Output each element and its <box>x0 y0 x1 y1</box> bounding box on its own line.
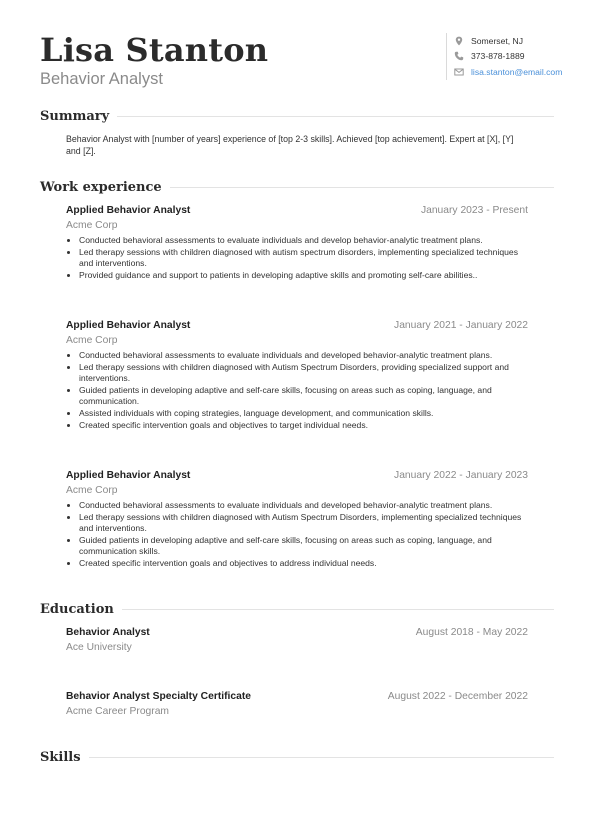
section-divider <box>122 609 554 610</box>
job-bullet: • Guided patients in developing adaptive and self-care skills, focusing on areas such as coping, language, and communication skills. <box>79 535 528 558</box>
job-dates: January 2023 - Present <box>420 205 528 216</box>
candidate-title: Behavior Analyst <box>40 70 163 88</box>
section-divider <box>117 116 554 117</box>
job-bullets <box>66 350 528 431</box>
summary-section-heading <box>40 109 554 124</box>
section-title-skills: Skills <box>40 750 81 765</box>
job-title: Applied Behavior Analyst <box>66 320 191 331</box>
education-dates: August 2018 - May 2022 <box>415 627 528 638</box>
work-entry <box>66 205 528 281</box>
location-text: Somerset, NJ <box>471 35 524 46</box>
job-bullets <box>66 500 528 570</box>
summary-text: Behavior Analyst with [number of years] experience of [top 2-3 skills]. Achieved [top achievement]. Expert at [X], [Y] and [Z]. <box>66 134 514 156</box>
education-section-heading <box>40 602 554 617</box>
contact-phone <box>454 49 584 64</box>
job-dates: January 2021 - January 2022 <box>394 320 528 331</box>
company-name: Acme Corp <box>66 220 118 231</box>
degree-title: Behavior Analyst Specialty Certificate <box>66 691 252 702</box>
work-entry <box>66 320 528 431</box>
section-title-summary: Summary <box>40 109 110 124</box>
map-pin-icon <box>454 36 464 46</box>
section-title-education: Education <box>40 602 114 617</box>
degree-title: Behavior Analyst <box>66 627 150 638</box>
envelope-icon <box>454 67 464 77</box>
company-name: Acme Corp <box>66 335 118 346</box>
section-divider <box>89 757 554 758</box>
job-bullet: • Conducted behavioral assessments to evaluate individuals and develop behavior-analytic treatment plans. <box>79 235 528 247</box>
phone-icon <box>454 51 464 61</box>
contact-location <box>454 33 584 48</box>
job-bullet: • Provided guidance and support to patients in developing adaptive skills and promoting self-care abilities.. <box>79 270 528 282</box>
resume-header <box>40 31 268 89</box>
education-dates: August 2022 - December 2022 <box>387 691 528 702</box>
job-bullet: • Created specific intervention goals and objectives to address individual needs. <box>79 558 528 570</box>
job-bullet: • Created specific intervention goals and objectives to target individual needs. <box>79 420 528 432</box>
company-name: Acme Corp <box>66 485 118 496</box>
school-name: Acme Career Program <box>66 706 169 717</box>
job-bullet: • Led therapy sessions with children diagnosed with autism spectrum disorders, implementing specialized techniques and interventions. <box>79 247 528 270</box>
job-bullet: • Guided patients in developing adaptive and self-care skills, focusing on areas such as coping, language, and communication. <box>79 385 528 408</box>
work-section-heading <box>40 180 554 195</box>
education-entry <box>66 691 528 717</box>
school-name: Ace University <box>66 642 132 653</box>
job-title: Applied Behavior Analyst <box>66 205 191 216</box>
section-divider <box>170 187 554 188</box>
email-link[interactable]: lisa.stanton@email.com <box>471 66 563 77</box>
contact-email[interactable] <box>454 64 584 79</box>
job-dates: January 2022 - January 2023 <box>394 470 528 481</box>
job-bullets <box>66 235 528 281</box>
job-bullet: • Led therapy sessions with children diagnosed with Autism Spectrum Disorders, providing specialized support and interventions. <box>79 362 528 385</box>
job-title: Applied Behavior Analyst <box>66 470 191 481</box>
skills-section-heading <box>40 750 554 765</box>
job-bullet: • Conducted behavioral assessments to evaluate individuals and developed behavior-analytic treatment plans. <box>79 350 528 362</box>
section-title-work: Work experience <box>40 180 162 195</box>
candidate-name: Lisa Stanton <box>40 31 269 69</box>
education-entry <box>66 627 528 653</box>
job-bullet: • Led therapy sessions with children diagnosed with Autism Spectrum Disorders, implementing specialized techniques and interventions. <box>79 512 528 535</box>
job-bullet: • Conducted behavioral assessments to evaluate individuals and developed behavior-analytic treatment plans. <box>79 500 528 512</box>
work-entry <box>66 470 528 570</box>
job-bullet: • Assisted individuals with coping strategies, language development, and communication skills. <box>79 408 528 420</box>
contact-block <box>446 33 584 80</box>
phone-text: 373-878-1889 <box>471 51 525 61</box>
